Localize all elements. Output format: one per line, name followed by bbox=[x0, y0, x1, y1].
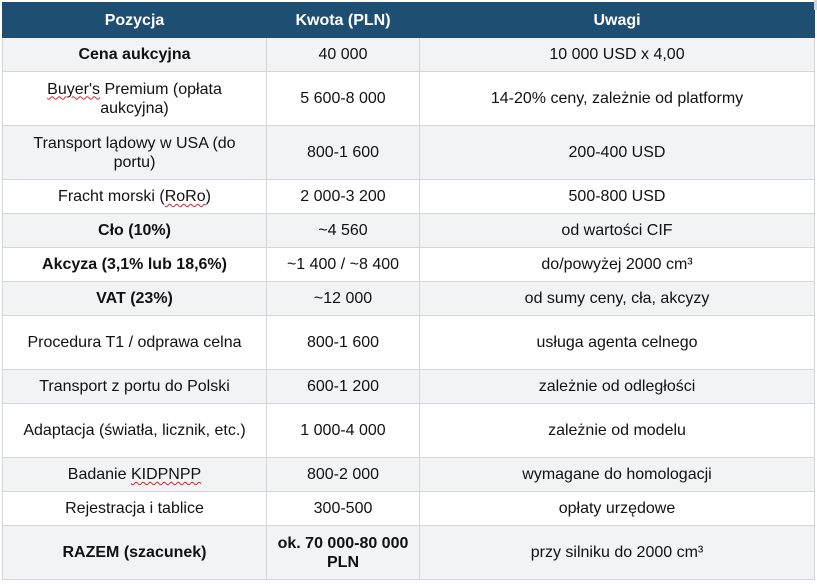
table-row bbox=[3, 72, 815, 126]
column-header-amount: Kwota (PLN) bbox=[267, 3, 420, 38]
table-row bbox=[3, 126, 815, 180]
cell-position: RAZEM (szacunek) bbox=[3, 526, 267, 580]
table-row bbox=[3, 458, 815, 492]
cell-notes: przy silniku do 2000 cm³ bbox=[420, 526, 815, 580]
cell-amount: 800-1 600 bbox=[267, 316, 420, 370]
cell-position bbox=[3, 458, 267, 492]
table-row bbox=[3, 248, 815, 282]
cell-position: Transport z portu do Polski bbox=[3, 370, 267, 404]
cell-amount: ~12 000 bbox=[267, 282, 420, 316]
spellcheck-marked-word: KIDPNPP bbox=[130, 466, 202, 483]
cell-amount: ok. 70 000-80 000 PLN bbox=[267, 526, 420, 580]
cell-position: Cena aukcyjna bbox=[3, 38, 267, 72]
cell-notes: 500-800 USD bbox=[420, 180, 815, 214]
header-row bbox=[3, 3, 815, 38]
table-row bbox=[3, 404, 815, 458]
cell-position: Akcyza (3,1% lub 18,6%) bbox=[3, 248, 267, 282]
table-row bbox=[3, 214, 815, 248]
cell-position-text: Badanie bbox=[67, 466, 131, 483]
table-row bbox=[3, 492, 815, 526]
cell-position bbox=[3, 180, 267, 214]
cell-notes: usługa agenta celnego bbox=[420, 316, 815, 370]
cell-amount: 5 600-8 000 bbox=[267, 72, 420, 126]
cell-position-text: Premium (opłata aukcyjna) bbox=[100, 80, 222, 117]
table-header bbox=[3, 3, 815, 38]
cell-notes: od sumy ceny, cła, akcyzy bbox=[420, 282, 815, 316]
cell-notes: opłaty urzędowe bbox=[420, 492, 815, 526]
cell-position: Procedura T1 / odprawa celna bbox=[3, 316, 267, 370]
table-row bbox=[3, 526, 815, 580]
column-header-notes: Uwagi bbox=[420, 3, 815, 38]
cell-position bbox=[3, 72, 267, 126]
cell-amount: 1 000-4 000 bbox=[267, 404, 420, 458]
cell-notes: 10 000 USD x 4,00 bbox=[420, 38, 815, 72]
cell-notes: zależnie od modelu bbox=[420, 404, 815, 458]
import-cost-table bbox=[2, 2, 815, 580]
cell-notes: do/powyżej 2000 cm³ bbox=[420, 248, 815, 282]
cell-position-text: ) bbox=[205, 188, 211, 205]
cell-amount: 800-2 000 bbox=[267, 458, 420, 492]
table-row bbox=[3, 282, 815, 316]
cell-position: Rejestracja i tablice bbox=[3, 492, 267, 526]
cell-notes: 14-20% ceny, zależnie od platformy bbox=[420, 72, 815, 126]
cell-notes: 200-400 USD bbox=[420, 126, 815, 180]
table-body bbox=[3, 38, 815, 580]
spellcheck-marked-word: Buyer's bbox=[47, 80, 101, 98]
cell-position: VAT (23%) bbox=[3, 282, 267, 316]
cell-amount: ~1 400 / ~8 400 bbox=[267, 248, 420, 282]
cell-notes: zależnie od odległości bbox=[420, 370, 815, 404]
table-row bbox=[3, 370, 815, 404]
cell-amount: 600-1 200 bbox=[267, 370, 420, 404]
cell-amount: 2 000-3 200 bbox=[267, 180, 420, 214]
cell-notes: od wartości CIF bbox=[420, 214, 815, 248]
cell-position: Transport lądowy w USA (do portu) bbox=[3, 126, 267, 180]
table-row bbox=[3, 180, 815, 214]
table-row bbox=[3, 316, 815, 370]
cell-position-text: Fracht morski ( bbox=[58, 188, 165, 205]
cell-amount: 800-1 600 bbox=[267, 126, 420, 180]
cell-amount: 300-500 bbox=[267, 492, 420, 526]
cell-position: Adaptacja (światła, licznik, etc.) bbox=[3, 404, 267, 458]
cell-amount: ~4 560 bbox=[267, 214, 420, 248]
spellcheck-marked-word: RoRo bbox=[164, 188, 206, 205]
cell-position: Cło (10%) bbox=[3, 214, 267, 248]
cell-notes: wymagane do homologacji bbox=[420, 458, 815, 492]
cell-amount: 40 000 bbox=[267, 38, 420, 72]
column-header-position: Pozycja bbox=[3, 3, 267, 38]
table-row bbox=[3, 38, 815, 72]
